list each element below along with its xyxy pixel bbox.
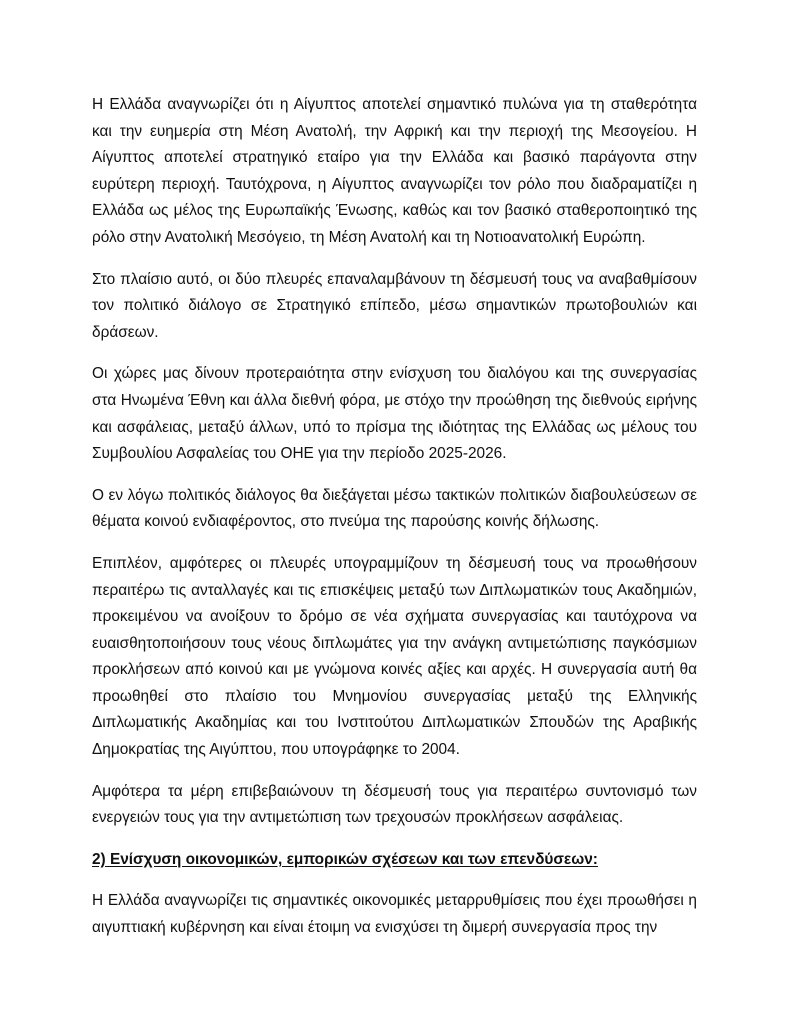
paragraph-political-dialogue: Στο πλαίσιο αυτό, οι δύο πλευρές επαναλαμβάνουν τη δέσμευσή τους να αναβαθμίσουν τον πολιτικό διάλογο σε Στρατηγικό επίπεδο, μέσω σημαντικών πρωτοβουλιών και δράσεων. [92, 270, 697, 341]
paragraph-un-cooperation: Οι χώρες μας δίνουν προτεραιότητα στην ενίσχυση του διαλόγου και της συνεργασίας στα Ηνωμένα Έθνη και άλλα διεθνή φόρα, με στόχο την προώθηση της διεθνούς ειρήνης και ασφάλειας, μεταξύ άλλων, υπό το πρίσμα της ιδιότητας της Ελλάδας ως μέλους του Συμβουλίου Ασφαλείας του ΟΗΕ για την περίοδο 2025-2026. [92, 365, 697, 463]
section-heading-economic-relations: 2) Ενίσχυση οικονομικών, εμπορικών σχέσεων και των επενδύσεων: [92, 850, 598, 868]
document-body [92, 92, 697, 957]
paragraph-consultations: Ο εν λόγω πολιτικός διάλογος θα διεξάγεται μέσω τακτικών πολιτικών διαβουλεύσεων σε θέματα κοινού ενδιαφέροντος, στο πνεύμα της παρούσης κοινής δήλωσης. [92, 486, 697, 531]
paragraph-diplomatic-academies: Επιπλέον, αμφότερες οι πλευρές υπογραμμίζουν τη δέσμευσή τους να προωθήσουν περαιτέρω τις ανταλλαγές και τις επισκέψεις μεταξύ των Διπλωματικών τους Ακαδημιών, προκειμένου να ανοίξουν το δρόμο σε νέα σχήματα συνεργασίας και ταυτόχρονα να ευαισθητοποιήσουν τους νέους διπλωμάτες για την ανάγκη αντιμετώπισης παγκόσμιων προκλήσεων από κοινού και με γνώμονα κοινές αξίες και αρχές. Η συνεργασία αυτή θα προωθηθεί στο πλαίσιο του Μνημονίου συνεργασίας μεταξύ της Ελληνικής Διπλωματικής Ακαδημίας και του Ινστιτούτου Διπλωματικών Σπουδών της Αραβικής Δημοκρατίας της Αιγύπτου, που υπογράφηκε το 2004. [92, 554, 697, 759]
paragraph-economic-reforms: Η Ελλάδα αναγνωρίζει τις σημαντικές οικονομικές μεταρρυθμίσεις που έχει προωθήσει η αιγυπτιακή κυβέρνηση και είναι έτοιμη να ενισχύσει τη διμερή συνεργασία προς την [92, 892, 697, 937]
paragraph-security-coordination: Αμφότερα τα μέρη επιβεβαιώνουν τη δέσμευσή τους για περαιτέρω συντονισμό των ενεργειών τους για την αντιμετώπιση των τρεχουσών προκλήσεων ασφάλειας. [92, 782, 697, 827]
paragraph-egypt-role: Η Ελλάδα αναγνωρίζει ότι η Αίγυπτος αποτελεί σημαντικό πυλώνα για τη σταθερότητα και την ευημερία στη Μέση Ανατολή, την Αφρική και την περιοχή της Μεσογείου. Η Αίγυπτος αποτελεί στρατηγικό εταίρο για την Ελλάδα και βασικό παράγοντα στην ευρύτερη περιοχή. Ταυτόχρονα, η Αίγυπτος αναγνωρίζει τον ρόλο που διαδραματίζει η Ελλάδα ως μέλος της Ευρωπαϊκής Ένωσης, καθώς και τον βασικό σταθεροποιητικό της ρόλο στην Ανατολική Μεσόγειο, τη Μέση Ανατολή και τη Νοτιοανατολική Ευρώπη. [92, 96, 697, 246]
